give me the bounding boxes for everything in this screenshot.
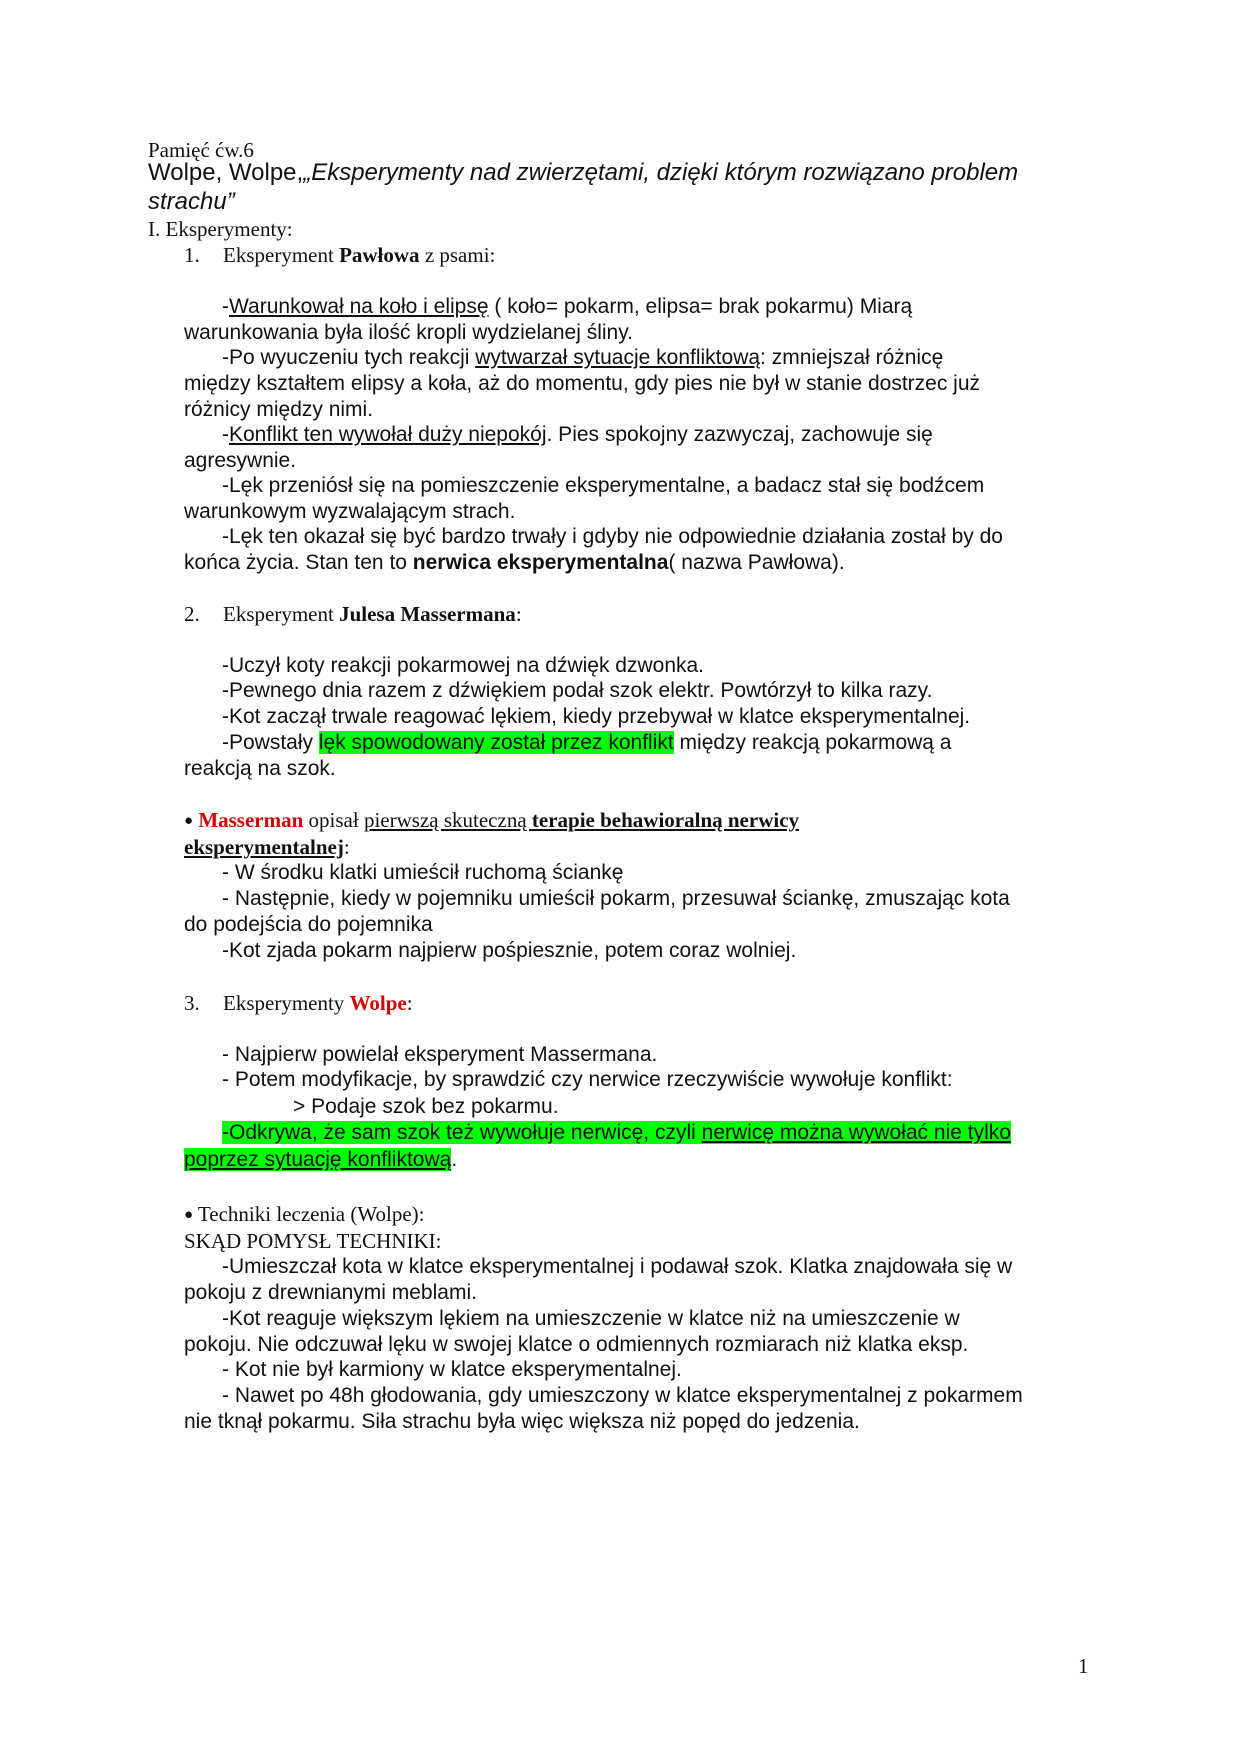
bullet-icon: ●: [184, 1207, 194, 1223]
text: opisał: [303, 808, 364, 832]
techniques-point-4: - Nawet po 48h głodowania, gdy umieszczony w klatce eksperymentalnej z pokarmem: [222, 1384, 1023, 1407]
bold-term: nerwica eksperymentalna: [412, 551, 669, 574]
exp1-post: z psami:: [419, 243, 496, 267]
text: -Powstały: [222, 731, 319, 754]
underlined-text: Konflikt ten wywołał duży niepokój: [229, 423, 547, 446]
section-heading: I. Eksperymenty:: [148, 217, 293, 241]
masserman-point-3: -Kot zjada pokarm najpierw pośpiesznie, potem coraz wolniej.: [222, 939, 797, 962]
masserman-point-1: - W środku klatki umieścił ruchomą ściankę: [222, 861, 624, 884]
dash: -: [222, 295, 229, 318]
list-number-1: 1.: [184, 243, 200, 267]
exp1-pre: Eksperyment: [223, 243, 340, 267]
exp3-point-3: > Podaje szok bez pokarmu.: [293, 1095, 559, 1118]
text: . Pies spokojny zazwyczaj, zachowuje się: [546, 423, 933, 446]
exp2-point-2: -Pewnego dnia razem z dźwiękiem podał szok elektr. Powtórzył to kilka razy.: [222, 679, 933, 702]
exp3-name: Wolpe: [349, 991, 407, 1015]
masserman-point-2: - Następnie, kiedy w pojemniku umieścił pokarm, przesuwał ściankę, zmuszając kota: [222, 887, 1010, 910]
exp3-heading: [223, 989, 413, 1017]
exp1-point-5-cont: [184, 549, 845, 577]
text: :: [343, 835, 350, 859]
exp1-heading: [223, 241, 495, 269]
dash: -: [222, 423, 229, 446]
exp3-point-4: [222, 1119, 1011, 1147]
highlighted-text: lęk spowodowany został przez konflikt: [318, 731, 674, 754]
course-label: Pamięć ćw.6: [148, 138, 254, 162]
exp2-point-4: [222, 729, 951, 757]
exp3-point-2: - Potem modyfikacje, by sprawdzić czy nerwice rzeczywiście wywołuje konflikt:: [222, 1068, 953, 1091]
exp1-point-5: -Lęk ten okazał się być bardzo trwały i gdyby nie odpowiednie działania został by do: [222, 525, 1003, 548]
text: ( nazwa Pawłowa).: [668, 551, 845, 574]
exp1-point-2-cont2: różnicy między nimi.: [184, 398, 374, 421]
exp2-pre: Eksperyment: [223, 602, 340, 626]
techniques-point-2-cont: pokoju. Nie odczuwał lęku w swojej klatce o odmiennych rozmiarach niż klatka eksp.: [184, 1333, 969, 1356]
bullet-icon: ●: [184, 813, 194, 829]
techniques-point-3: - Kot nie był karmiony w klatce eksperymentalnej.: [222, 1358, 682, 1381]
exp2-point-1: -Uczył koty reakcji pokarmowej na dźwięk dzwonka.: [222, 654, 705, 677]
exp1-point-1: [222, 293, 912, 321]
list-number-3: 3.: [184, 991, 200, 1015]
techniques-point-1-cont: pokoju z drewnianymi meblami.: [184, 1281, 477, 1304]
highlighted-underlined-text: poprzez sytuację konfliktową: [184, 1148, 452, 1171]
text: ( koło= pokarm, elipsa= brak pokarmu) Miarą: [488, 295, 913, 318]
masserman-point-2-cont: do podejścia do pojemnika: [184, 913, 433, 936]
techniques-point-4-cont: nie tknął pokarmu. Siła strachu była więc większa niż popęd do jedzenia.: [184, 1410, 860, 1433]
exp3-pre: Eksperymenty: [223, 991, 350, 1015]
underlined-text: Warunkował na koło i elipsę: [229, 295, 489, 318]
exp3-point-4-cont: [184, 1146, 457, 1174]
techniques-point-2: -Kot reaguje większym lękiem na umieszczenie w klatce niż na umieszczenie w: [222, 1307, 960, 1330]
page-number: 1: [1078, 1654, 1089, 1678]
exp2-point-3: -Kot zaczął trwale reagować lękiem, kiedy przebywał w klatce eksperymentalnej.: [222, 705, 971, 728]
text: : zmniejszał różnicę: [760, 346, 944, 369]
exp2-name: Julesa Massermana: [339, 602, 516, 626]
exp3-post: :: [406, 991, 413, 1015]
masserman-heading-cont: [184, 833, 350, 861]
exp1-point-4-cont: warunkowym wyzwalającym strach.: [184, 500, 516, 523]
highlighted-underlined-text: nerwicę można wywołać nie tylko: [701, 1121, 1011, 1144]
techniques-point-1: -Umieszczał kota w klatce eksperymentalnej i podawał szok. Klatka znajdowała się w: [222, 1255, 1013, 1278]
document-title: [148, 158, 1018, 188]
title-author: Wolpe, Wolpe,: [148, 159, 304, 186]
exp1-point-2: [222, 344, 943, 372]
document-title-cont: [148, 187, 235, 217]
exp2-post: :: [515, 602, 522, 626]
underlined-text: wytwarzał sytuacje konfliktową: [475, 346, 761, 369]
text: .: [451, 1148, 458, 1171]
techniques-subheading: SKĄD POMYSŁ TECHNIKI:: [184, 1229, 442, 1253]
exp1-point-3: [222, 421, 933, 449]
dash: -: [222, 1121, 229, 1144]
highlighted-text: Odkrywa, że sam szok też wywołuje nerwicę, czyli: [229, 1121, 702, 1144]
masserman-name: Masserman: [198, 808, 304, 832]
exp3-point-1: - Najpierw powielał eksperyment Massermana.: [222, 1043, 658, 1066]
exp1-point-4: -Lęk przeniósł się na pomieszczenie eksperymentalne, a badacz stał się bodźcem: [222, 474, 985, 497]
text: końca życia. Stan ten to: [184, 551, 413, 574]
title-text-cont: strachu”: [148, 188, 235, 215]
text: między reakcją pokarmową a: [673, 731, 952, 754]
exp2-point-4-cont: reakcją na szok.: [184, 757, 336, 780]
title-text: „Eksperymenty nad zwierzętami, dzięki którym rozwiązano problem: [303, 159, 1019, 186]
underlined-text: pierwszą skuteczną: [363, 808, 532, 832]
exp1-name: Pawłowa: [339, 243, 420, 267]
exp1-point-1-cont: warunkowania była ilość kropli wydzielanej śliny.: [184, 321, 633, 344]
bold-underlined-text: eksperymentalnej: [184, 835, 344, 859]
bold-underlined-text: terapie behawioralną nerwicy: [531, 808, 800, 832]
exp2-heading: [223, 600, 522, 628]
exp1-point-2-cont: między kształtem elipsy a koła, aż do momentu, gdy pies nie był w stanie dostrzec już: [184, 372, 981, 395]
text: -Po wyuczeniu tych reakcji: [222, 346, 476, 369]
exp1-point-3-cont: agresywnie.: [184, 449, 297, 472]
text: Techniki leczenia (Wolpe):: [193, 1202, 425, 1226]
list-number-2: 2.: [184, 602, 200, 626]
